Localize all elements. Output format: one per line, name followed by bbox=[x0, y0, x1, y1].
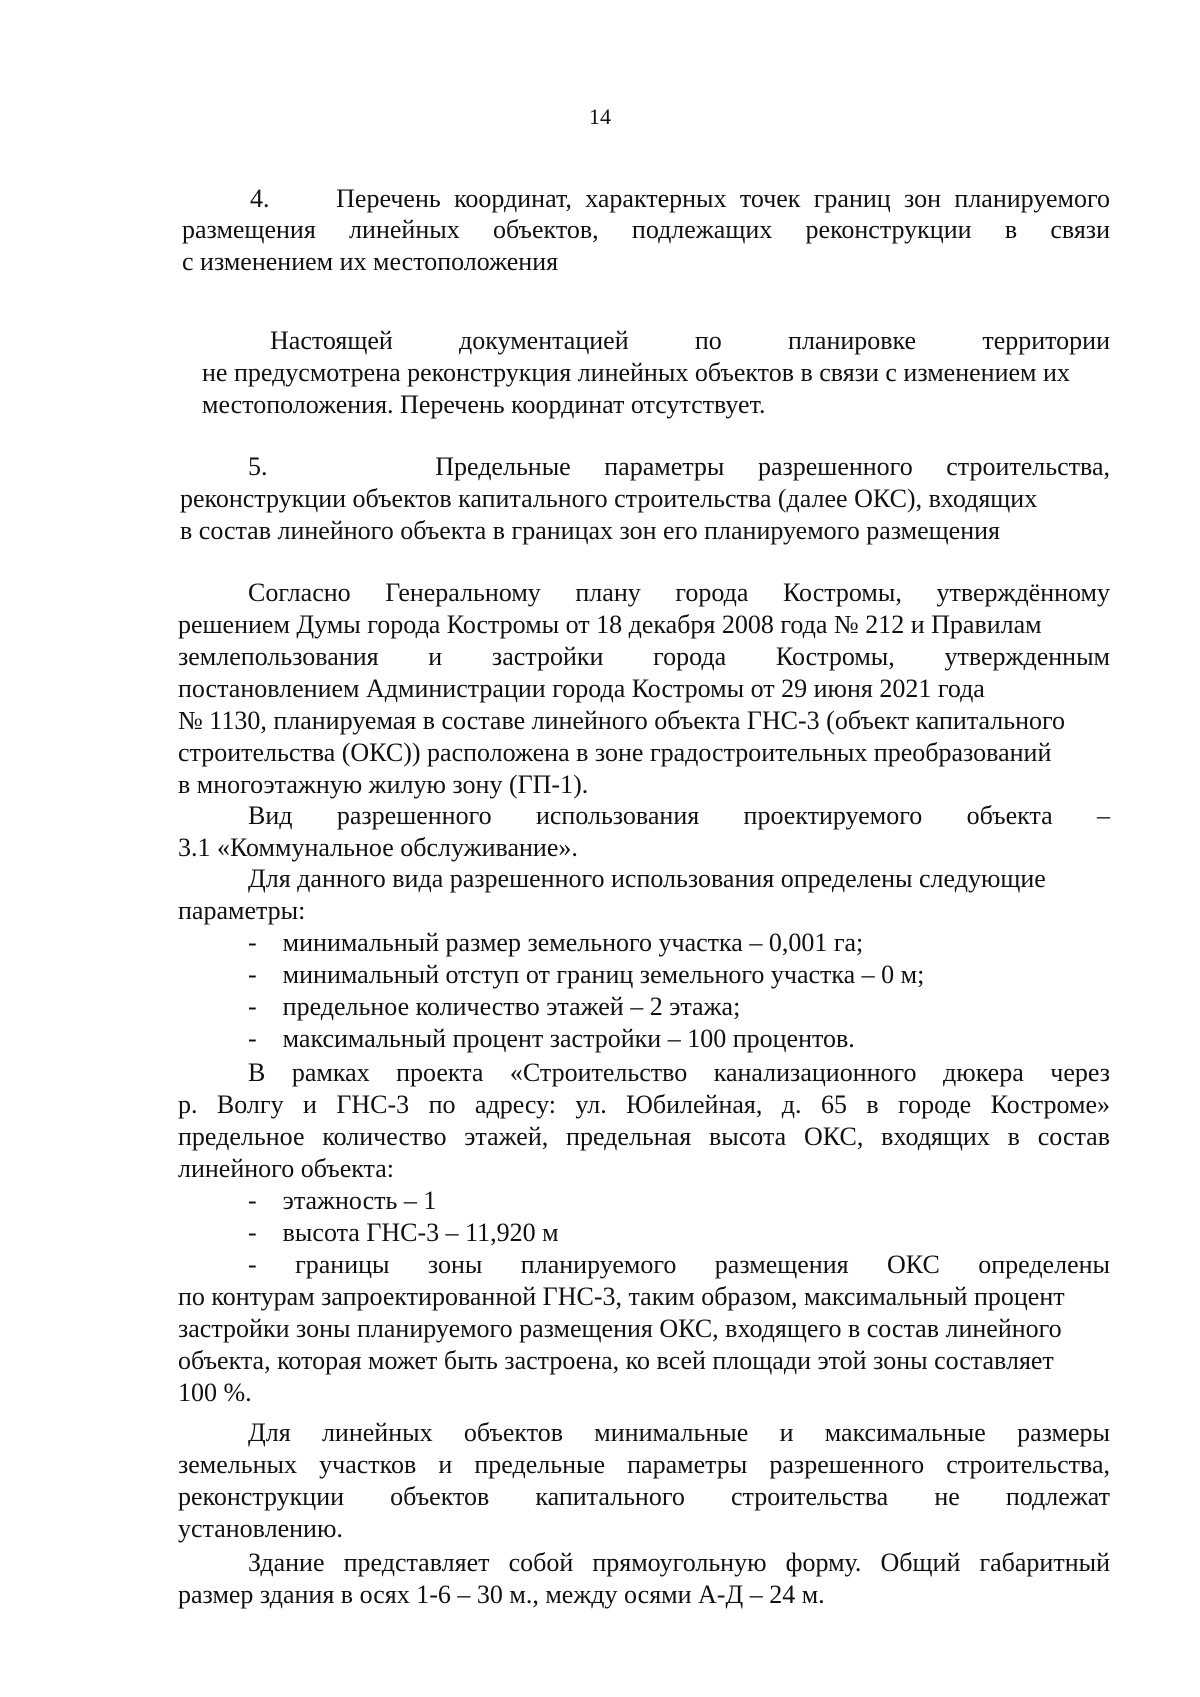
para-1-line-2: решением Думы города Костромы от 18 декабря 2008 года № 212 и Правилам bbox=[178, 610, 1042, 639]
page-number: 14 bbox=[589, 104, 611, 129]
para-1-line-5: № 1130, планируемая в составе линейного объекта ГНС-3 (объект капитального bbox=[178, 706, 1066, 735]
building-para-line-2: размер здания в осях 1-6 – 30 м., между осями А-Д – 24 м. bbox=[178, 1580, 825, 1609]
zone-para-line-5: 100 %. bbox=[178, 1378, 252, 1407]
permitted-use-line-1: Вид разрешенного использования проектируемого объекта – bbox=[248, 801, 1110, 830]
section-4-body-line-1: Настоящей документацией по планировке территории bbox=[270, 326, 1110, 355]
permitted-use-line-2: 3.1 «Коммунальное обслуживание». bbox=[178, 833, 578, 862]
building-para-line-1: Здание представляет собой прямоугольную форму. Общий габаритный bbox=[248, 1548, 1110, 1577]
section-4-heading-line-3: с изменением их местоположения bbox=[182, 247, 559, 276]
section-4-heading-line-2: размещения линейных объектов, подлежащих реконструкции в связи bbox=[182, 215, 1110, 244]
para-1-line-4: постановлением Администрации города Костромы от 29 июня 2021 года bbox=[178, 674, 985, 703]
linear-para-line-1: Для линейных объектов минимальные и максимальные размеры bbox=[248, 1418, 1110, 1447]
section-4-body-line-3: местоположения. Перечень координат отсутствует. bbox=[202, 390, 766, 419]
zone-para-line-3: застройки зоны планируемого размещения ОКС, входящего в состав линейного bbox=[178, 1314, 1062, 1343]
zone-para-line-4: объекта, которая может быть застроена, ко всей площади этой зоны составляет bbox=[178, 1346, 1054, 1375]
linear-para-line-4: установлению. bbox=[178, 1514, 343, 1543]
parameters-intro-line-1: Для данного вида разрешенного использования определены следующие bbox=[248, 864, 1046, 893]
project-para-line-1: В рамках проекта «Строительство канализационного дюкера через bbox=[248, 1058, 1110, 1087]
para-1-line-3: землепользования и застройки города Костромы, утвержденным bbox=[178, 642, 1110, 671]
project-para-line-2: р. Волгу и ГНС-3 по адресу: ул. Юбилейная, д. 65 в городе Костроме» bbox=[178, 1090, 1110, 1119]
project-para-line-3: предельное количество этажей, предельная высота ОКС, входящих в состав bbox=[178, 1122, 1110, 1151]
section-5-heading-line-2: реконструкции объектов капитального строительства (далее ОКС), входящих bbox=[180, 484, 1038, 513]
project-para-line-4: линейного объекта: bbox=[178, 1154, 394, 1183]
parameters-intro-line-2: параметры: bbox=[178, 896, 306, 925]
para-1-line-7: в многоэтажную жилую зону (ГП-1). bbox=[178, 770, 589, 799]
para-1-line-6: строительства (ОКС)) расположена в зоне градостроительных преобразований bbox=[178, 738, 1052, 767]
list-item: - предельное количество этажей – 2 этажа; bbox=[248, 992, 741, 1021]
list-item: - минимальный отступ от границ земельного участка – 0 м; bbox=[248, 960, 925, 989]
list-item: - максимальный процент застройки – 100 процентов. bbox=[248, 1024, 855, 1053]
zone-para-line-2: по контурам запроектированной ГНС-3, таким образом, максимальный процент bbox=[178, 1282, 1065, 1311]
list-item: - высота ГНС-3 – 11,920 м bbox=[248, 1218, 559, 1247]
list-item: - этажность – 1 bbox=[248, 1186, 437, 1215]
section-4-heading-line-1: 4. Перечень координат, характерных точек границ зон планируемого bbox=[250, 184, 1110, 213]
para-1-line-1: Согласно Генеральному плану города Костромы, утверждённому bbox=[248, 578, 1110, 607]
list-item: - минимальный размер земельного участка – 0,001 га; bbox=[248, 928, 864, 957]
linear-para-line-2: земельных участков и предельные параметры разрешенного строительства, bbox=[178, 1450, 1110, 1479]
section-5-heading-line-1: 5. Предельные параметры разрешенного строительства, bbox=[248, 452, 1110, 481]
section-5-heading-line-3: в состав линейного объекта в границах зон его планируемого размещения bbox=[180, 516, 1000, 545]
zone-para-line-1: - границы зоны планируемого размещения ОКС определены bbox=[248, 1250, 1110, 1279]
section-4-body-line-2: не предусмотрена реконструкция линейных объектов в связи с изменением их bbox=[202, 358, 1070, 387]
linear-para-line-3: реконструкции объектов капитального строительства не подлежат bbox=[178, 1482, 1110, 1511]
